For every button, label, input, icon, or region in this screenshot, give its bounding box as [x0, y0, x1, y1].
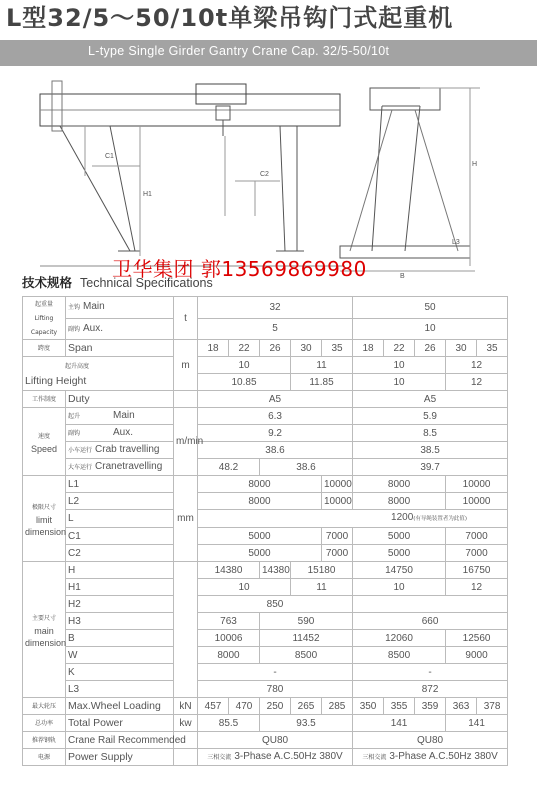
row-lifting-height-bottom: 10.85 11.85 10 12: [23, 374, 508, 391]
dim-h1-label: H1: [143, 191, 152, 198]
row-main-h2: H2 850: [23, 596, 508, 613]
row-limit-c1: C1 5000 7000 5000 7000: [23, 528, 508, 545]
spec-table: [22, 296, 508, 766]
dim-h-label: H: [472, 161, 478, 168]
page-title: L型32/5～50/10t单梁吊钩门式起重机: [6, 4, 454, 32]
subtitle: L-type Single Girder Gantry Crane Cap. 32/5-50/10t: [88, 44, 390, 58]
row-speed-main: 速度 Speed 起升 Main m/min 6.3 5.9: [23, 408, 508, 425]
watermark-contact: 卫华集团 郭13569869980: [112, 257, 367, 281]
row-limit-l2: L2 8000 10000 8000 10000: [23, 493, 508, 510]
spec-heading-cn: 技术规格: [22, 275, 73, 290]
row-limit-l: L 1200(有导绳装置者为此值): [23, 510, 508, 528]
row-main-w: W 8000 8500 8500 9000: [23, 647, 508, 664]
crane-drawing: [0, 66, 537, 280]
row-limit-c2: C2 5000 7000 5000 7000: [23, 545, 508, 562]
row-main-h3: H3 763 590 660: [23, 613, 508, 630]
dim-l3-label: L3: [452, 239, 460, 246]
subtitle-bar: [0, 40, 537, 66]
row-main-b: B 10006 11452 12060 12560: [23, 630, 508, 647]
dim-c1-label: C1: [105, 153, 114, 160]
row-limit-l1: 极限尺寸 limit dimension L1 mm 8000 10000 8000 10000: [23, 476, 508, 493]
spec-heading: [22, 273, 213, 291]
row-capacity-main: 起重量 Lifting Capacity 主钩 Main t 32 50: [23, 297, 508, 319]
dim-b-label: B: [400, 273, 405, 280]
row-main-l3: L3 780 872: [23, 681, 508, 698]
row-main-h: 主要尺寸 main dimension H 14380 14380 15180 14750 16750: [23, 562, 508, 579]
row-speed-crane: 大车运行 Cranetravelling 48.2 38.6 39.7: [23, 459, 508, 476]
row-main-k: K - -: [23, 664, 508, 681]
row-capacity-aux: 副钩 Aux. 5 10: [23, 318, 508, 340]
capacity-label: 起重量 Lifting Capacity: [23, 297, 66, 340]
row-total-power: 总功率 Total Power kw 85.5 93.5 141 141: [23, 715, 508, 732]
row-speed-aux: 副钩 Aux. 9.2 8.5: [23, 425, 508, 442]
row-span: 跨度 Span m 18 22 26 30 35 18 22 26 30 35: [23, 340, 508, 357]
dim-c2-label: C2: [260, 171, 269, 178]
row-lifting-height-top: 起升高度 Lifting Height 10 11 10 12: [23, 357, 508, 374]
row-power-supply: 电源 Power Supply 三相交流 3-Phase A.C.50Hz 380V 三相交流 3-Phase A.C.50Hz 380V: [23, 749, 508, 766]
row-duty: 工作制度 Duty A5 A5: [23, 391, 508, 408]
spec-heading-en: Technical Specifications: [80, 276, 213, 290]
row-main-h1: H1 10 11 10 12: [23, 579, 508, 596]
row-crane-rail: 推荐钢轨 Crane Rail Recommended QU80 QU80: [23, 732, 508, 749]
row-wheel-loading: 最大轮压 Max.Wheel Loading kN 457 470 250 265 285 350 355 359 363 378: [23, 698, 508, 715]
row-speed-crab: 小车运行 Crab travelling 38.6 38.5: [23, 442, 508, 459]
